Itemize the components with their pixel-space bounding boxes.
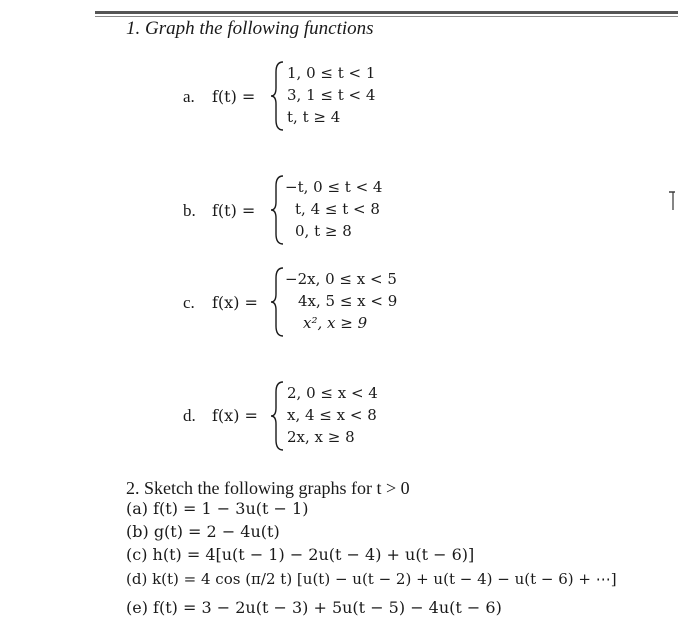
top-rule-thin (95, 16, 678, 17)
part-b-cases (285, 176, 382, 242)
part-d-brace (270, 380, 286, 452)
part-a-brace (270, 60, 286, 132)
part-a-cases (287, 62, 375, 128)
part-d-case-1: 2, 0 ≤ x < 4 (287, 384, 378, 402)
part-d-lhs: f(x) = (212, 406, 258, 425)
part-a-case-1: 1, 0 ≤ t < 1 (287, 64, 376, 82)
part-d-case-3: 2x, x ≥ 8 (287, 428, 355, 446)
part-a-lhs: f(t) = (212, 87, 256, 106)
q2-item-e: (e) f(t) = 3 − 2u(t − 3) + 5u(t − 5) − 4u(t − 6) (126, 598, 502, 617)
part-c-case-3: x², x ≥ 9 (303, 314, 368, 332)
part-c-label: c. (183, 293, 195, 312)
part-d-label: d. (183, 406, 196, 425)
part-c-cases (285, 268, 397, 334)
part-d-cases (287, 382, 378, 448)
part-a-case-3: t, t ≥ 4 (287, 108, 341, 126)
part-c-case-1: −2x, 0 ≤ x < 5 (285, 270, 397, 288)
part-b-label: b. (183, 201, 196, 220)
part-a-case-2: 3, 1 ≤ t < 4 (287, 86, 376, 104)
q2-item-b: (b) g(t) = 2 − 4u(t) (126, 522, 280, 541)
question-2-title: 2. Sketch the following graphs for t > 0 (126, 478, 410, 498)
top-rule (95, 11, 678, 14)
part-b-case-2: t, 4 ≤ t < 8 (295, 200, 380, 218)
part-b-lhs: f(t) = (212, 201, 256, 220)
q2-item-a: (a) f(t) = 1 − 3u(t − 1) (126, 499, 309, 518)
q2-item-d: (d) k(t) = 4 cos (π/2 t) [u(t) − u(t − 2) + u(t − 4) − u(t − 6) + ⋯] (126, 570, 617, 588)
part-c-lhs: f(x) = (212, 293, 258, 312)
part-c-case-2: 4x, 5 ≤ x < 9 (298, 292, 398, 310)
part-b-case-3: 0, t ≥ 8 (295, 222, 352, 240)
question-1-title: 1. Graph the following functions (126, 18, 374, 39)
q2-item-c: (c) h(t) = 4[u(t − 1) − 2u(t − 4) + u(t − 6)] (126, 545, 475, 564)
part-b-case-1: −t, 0 ≤ t < 4 (285, 178, 383, 196)
part-d-case-2: x, 4 ≤ x < 8 (287, 406, 377, 424)
part-b-brace (270, 174, 286, 246)
part-c-brace (270, 266, 286, 338)
margin-mark (668, 190, 676, 212)
part-a-label: a. (183, 87, 195, 106)
